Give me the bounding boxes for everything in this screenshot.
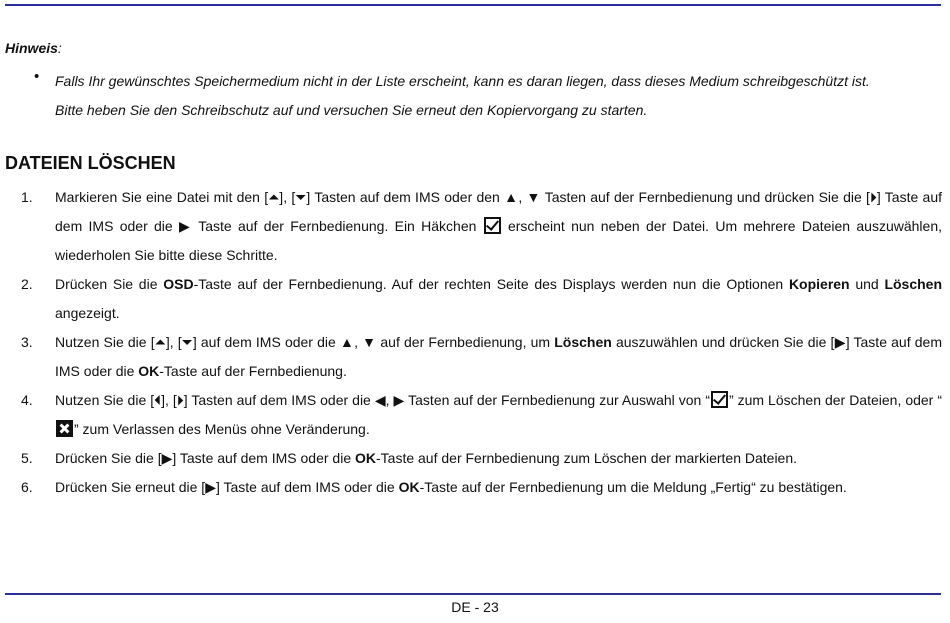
step-number: 3.	[21, 334, 33, 350]
checkbox-checked-icon	[711, 391, 728, 408]
list-item	[0, 473, 950, 502]
note-bullet: •	[34, 68, 40, 85]
step-text-bold: OSD	[163, 276, 194, 292]
step-text-part: -Taste auf der Fernbedienung. Auf der rechten Seite des Displays werden nun die Optionen	[193, 276, 789, 292]
step-text	[55, 270, 942, 328]
page-number: DE - 23	[451, 599, 499, 615]
note-text	[55, 67, 935, 125]
step-text-bold: OK	[398, 479, 420, 495]
step-text-part: erscheint nun neben der Datei. Um mehrere Dateien auszuwählen, wiederholen Sie bitte diese Schritte.	[55, 218, 942, 263]
list-item	[0, 386, 950, 444]
step-text	[55, 444, 942, 473]
list-item	[0, 444, 950, 473]
step-text-part: -Taste auf der Fernbedienung.	[159, 363, 347, 379]
note-line-1: Falls Ihr gewünschtes Speichermedium nicht in der Liste erscheint, kann es daran liegen, dass dieses Medium schreibgeschützt ist.	[55, 73, 870, 89]
step-text	[55, 328, 942, 386]
list-item	[0, 270, 950, 328]
note-heading-colon: :	[57, 40, 62, 56]
step-text	[55, 386, 942, 444]
step-text-bold: Löschen	[554, 334, 612, 350]
checkbox-cross-icon	[56, 420, 73, 437]
step-number: 4.	[21, 392, 33, 408]
step-text-part: auszuwählen und drücken Sie die [▶] Taste auf dem IMS oder die	[55, 334, 942, 379]
step-text-part: und	[849, 276, 885, 292]
step-text-bold: OK	[138, 363, 160, 379]
step-number: 2.	[21, 276, 33, 292]
step-text-bold: Kopieren	[788, 276, 850, 292]
step-text-part: Nutzen Sie die [⏶], [⏷] auf dem IMS oder die ▲, ▼ auf der Fernbedienung, um	[55, 334, 555, 350]
step-text	[55, 473, 942, 502]
step-text-part: Drücken Sie erneut die [▶] Taste auf dem IMS oder die	[55, 479, 399, 495]
step-text-part: ” zum Verlassen des Menüs ohne Veränderung.	[74, 421, 370, 437]
step-text	[55, 183, 942, 270]
step-text-bold: Löschen	[884, 276, 943, 292]
section-title: DATEIEN LÖSCHEN	[5, 153, 176, 173]
checkbox-checked-icon	[484, 217, 501, 234]
step-text-part: Markieren Sie eine Datei mit den [⏶], [⏷] Tasten auf dem IMS oder den ▲, ▼ Tasten auf der Fernbedienung und drücken Sie die [⏵] Taste auf dem IMS oder die ▶ Taste auf der Fernbedienung. Ein Häkchen	[55, 189, 942, 234]
steps-list	[0, 183, 950, 502]
note-heading-label: Hinweis	[5, 40, 58, 56]
list-item	[0, 183, 950, 270]
step-text-part: ” zum Löschen der Dateien, oder “	[728, 392, 942, 408]
step-number: 1.	[21, 189, 33, 205]
step-text-part: angezeigt.	[55, 305, 120, 321]
step-text-part: -Taste auf der Fernbedienung zum Löschen der markierten Dateien.	[376, 450, 798, 466]
step-text-part: -Taste auf der Fernbedienung um die Meldung „Fertig“ zu bestätigen.	[419, 479, 847, 495]
step-number: 6.	[21, 479, 33, 495]
list-item	[0, 328, 950, 386]
step-text-bold: OK	[355, 450, 376, 466]
top-rule	[5, 4, 941, 6]
note-heading	[5, 39, 62, 57]
step-text-part: Drücken Sie die	[55, 276, 164, 292]
step-text-part: Drücken Sie die [▶] Taste auf dem IMS oder die	[55, 450, 355, 466]
note-line-2: Bitte heben Sie den Schreibschutz auf und versuchen Sie erneut den Kopiervorgang zu starten.	[55, 102, 648, 118]
step-number: 5.	[21, 450, 33, 466]
step-text-part: Nutzen Sie die [⏴], [⏵] Tasten auf dem IMS oder die ◀, ▶ Tasten auf der Fernbedienung zur Auswahl von “	[55, 392, 710, 408]
bottom-rule	[5, 593, 941, 595]
